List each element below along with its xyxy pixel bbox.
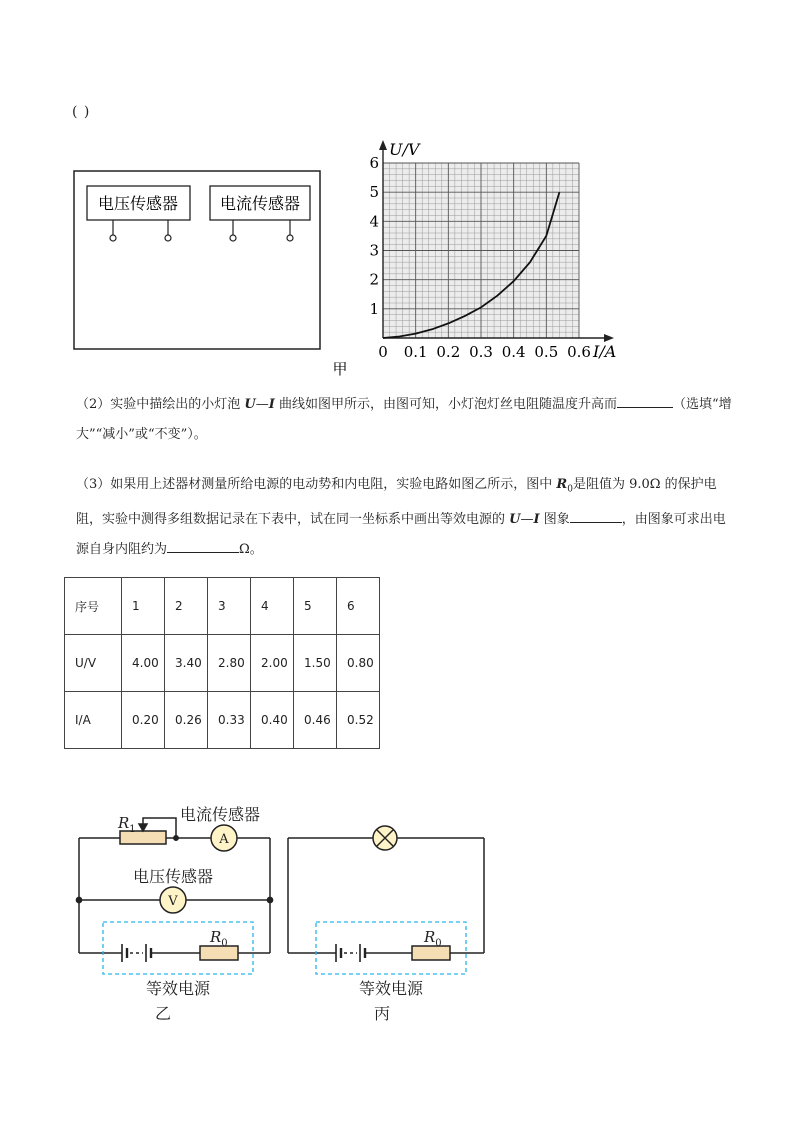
- voltmeter-letter: V: [168, 894, 178, 909]
- x-tick-label: 0.3: [469, 343, 493, 361]
- table-row: [65, 635, 380, 692]
- rheostat-slider-arrow: [139, 824, 147, 831]
- y-tick-label: 6: [369, 154, 379, 172]
- r0-label: $R_0$: [424, 928, 442, 949]
- resistor-r0: [412, 946, 450, 960]
- y-tick-labels: [369, 154, 379, 318]
- terminal: [165, 235, 171, 241]
- resistor-r0: [200, 946, 238, 960]
- x-tick-label: 0.2: [436, 343, 461, 361]
- table-cell: 2: [165, 578, 208, 635]
- x-tick-label: 0: [378, 343, 388, 361]
- table-cell: 3.40: [165, 635, 208, 692]
- answer-blank[interactable]: [167, 536, 239, 553]
- table-cell: 0.40: [251, 692, 294, 749]
- junction-dot: [76, 897, 81, 902]
- table-cell: 1.50: [294, 635, 337, 692]
- x-tick-label: 0.5: [534, 343, 559, 361]
- answer-bracket: ( ): [72, 104, 91, 120]
- y-tick-label: 5: [369, 183, 379, 202]
- terminal: [110, 235, 116, 241]
- table-cell: 0.52: [337, 692, 380, 749]
- table-cell: 0.26: [165, 692, 208, 749]
- current-sensor-label: 电流传感器: [219, 194, 301, 213]
- x-tick-label: 0.1: [403, 343, 428, 361]
- x-axis-arrow: [604, 334, 614, 342]
- y-axis-arrow: [379, 140, 387, 150]
- terminal: [230, 235, 236, 241]
- x-tick-label: 0.4: [501, 343, 526, 361]
- figure-jia-caption: 甲: [332, 360, 348, 378]
- table-cell: 4: [251, 578, 294, 635]
- table-row-label: U/V: [65, 635, 122, 692]
- ammeter-letter: A: [219, 832, 229, 847]
- voltage-sensor-caption: 电压传感器: [133, 867, 214, 886]
- current-sensor-caption: 电流传感器: [180, 805, 261, 824]
- table-cell: 2.00: [251, 635, 294, 692]
- r0-label: $R_0$: [210, 928, 228, 949]
- sensor-terminals: [110, 220, 293, 241]
- equivalent-source-label: 等效电源: [145, 979, 211, 998]
- table-cell: 0.20: [122, 692, 165, 749]
- junction-dot: [267, 897, 272, 902]
- table-row: [65, 692, 380, 749]
- x-tick-labels: [378, 343, 591, 361]
- y-tick-label: 2: [369, 270, 379, 289]
- table-cell: 1: [122, 578, 165, 635]
- y-tick-label: 1: [369, 299, 379, 318]
- equivalent-source-label: 等效电源: [358, 979, 424, 998]
- figure-yi-caption: 乙: [154, 1004, 172, 1023]
- table-cell: 0.46: [294, 692, 337, 749]
- table-cell: 0.33: [208, 692, 251, 749]
- table-cell: 3: [208, 578, 251, 635]
- answer-blank[interactable]: [570, 506, 622, 523]
- x-axis-label: I/A: [593, 342, 617, 361]
- table-cell: 4.00: [122, 635, 165, 692]
- data-table: [64, 577, 380, 749]
- y-axis-label: U/V: [389, 140, 420, 159]
- table-cell: 5: [294, 578, 337, 635]
- junction-dot: [174, 836, 178, 840]
- figure-jia-sensors: [74, 171, 348, 378]
- table-row: [65, 578, 380, 635]
- table-row-label: I/A: [65, 692, 122, 749]
- table-cell: 6: [337, 578, 380, 635]
- terminal: [287, 235, 293, 241]
- rheostat-r1: [120, 831, 166, 844]
- figure-bing-circuit: [288, 826, 484, 974]
- table-row-label: 序号: [65, 578, 122, 635]
- table-cell: 2.80: [208, 635, 251, 692]
- answer-blank[interactable]: [617, 391, 673, 408]
- y-tick-label: 3: [369, 241, 379, 260]
- table-cell: 0.80: [337, 635, 380, 692]
- ui-graph: [369, 140, 616, 361]
- x-tick-label: 0.6: [567, 343, 591, 361]
- voltage-sensor-label: 电压传感器: [97, 194, 179, 213]
- y-tick-label: 4: [369, 212, 379, 231]
- r1-label: $R_1$: [118, 814, 136, 835]
- question-3: （3）如果用上述器材测量所给电源的电动势和内电阻，实验电路如图乙所示，图中 $R_0$是阻值为 9.0Ω 的保护电阻，实验中测得多组数据记录在下表中，试在同一坐标系中画出等效电源的 U—I 图象 ，由图象可求出电源自身内阻约为 Ω。: [76, 477, 726, 557]
- figure-bing-caption: 丙: [373, 1004, 391, 1023]
- figure-bing-labels: [359, 928, 442, 1023]
- question-2: （2）实验中描绘出的小灯泡 U—I 曲线如图甲所示，由图可知，小灯泡灯丝电阻随温度升高而 （选填“增大”“减小”或“不变”）。: [76, 390, 736, 450]
